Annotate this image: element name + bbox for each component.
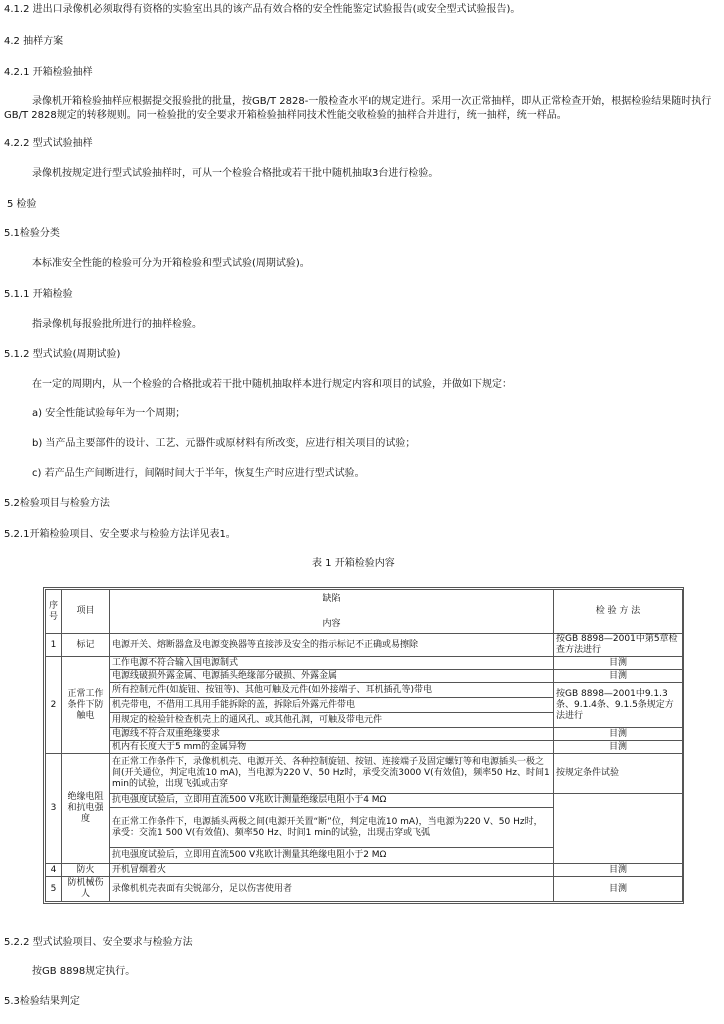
row3-method-1: 按规定条件试验	[554, 754, 683, 794]
row5-seq: 5	[46, 877, 62, 902]
heading-4-2-2: 4.2.2 型式试验抽样	[4, 138, 93, 149]
row2-defect-7: 机内有长度大于5 mm的金属异物	[110, 741, 554, 754]
heading-5-1: 5.1检验分类	[4, 228, 60, 239]
heading-4-2-1: 4.2.1 开箱检验抽样	[4, 67, 93, 78]
row2-seq: 2	[46, 657, 62, 754]
table-row	[46, 741, 683, 754]
list-item-b: b) 当产品主要部件的设计、工艺、元器件或原材料有所改变，应进行相关项目的试验；	[32, 438, 416, 449]
row2-defect-3: 所有控制元件(如旋钮、按钮等)、其他可触及元件(如外接端子、耳机插孔等)带电	[110, 683, 554, 698]
row2-item: 正常工作条件下防触电	[62, 657, 110, 754]
table-caption: 表 1 开箱检验内容	[312, 558, 395, 569]
header-item: 项目	[62, 590, 110, 634]
table-row	[46, 794, 683, 808]
row2-defect-6: 电源线不符合双重绝缘要求	[110, 728, 554, 741]
row5-item: 防机械伤人	[62, 877, 110, 902]
clause-4-1-2: 4.1.2 进出口录像机必须取得有资格的实验室出具的该产品有效合格的安全性能鉴定试验报告(或安全型式试验报告)。	[4, 4, 521, 15]
row1-defect: 电源开关、熔断器盒及电源变换器等直接涉及安全的指示标记不正确或易擦除	[110, 634, 554, 657]
table-row	[46, 864, 683, 877]
paragraph-5-2-2: 按GB 8898规定执行。	[32, 966, 136, 977]
inspection-table	[45, 589, 682, 902]
header-seq: 序号	[46, 590, 62, 634]
heading-5-3: 5.3检验结果判定	[4, 996, 80, 1007]
row4-method: 目测	[554, 864, 683, 877]
header-method: 检 验 方 法	[554, 590, 683, 634]
heading-5: 5 检验	[7, 199, 37, 210]
paragraph-4-2-2: 录像机按规定进行型式试验抽样时，可从一个检验合格批或若干批中随机抽取3台进行检验。	[32, 168, 439, 179]
row2-defect-1: 工作电源不符合输入国电源制式	[110, 657, 554, 670]
paragraph-5-1: 本标准安全性能的检验可分为开箱检验和型式试验(周期试验)。	[32, 258, 310, 269]
row3-item: 绝缘电阻和抗电强度	[62, 754, 110, 864]
table-row	[46, 683, 683, 698]
table-row	[46, 728, 683, 741]
header-defect-top: 缺陷	[322, 593, 341, 604]
row4-defect: 开机冒烟着火	[110, 864, 554, 877]
list-item-a: a) 安全性能试验每年为一个周期；	[32, 408, 186, 419]
heading-4-2: 4.2 抽样方案	[4, 36, 64, 47]
row3-seq: 3	[46, 754, 62, 864]
heading-5-1-2: 5.1.2 型式试验(周期试验)	[4, 349, 121, 360]
table-row	[46, 657, 683, 670]
row3-defect-2: 抗电强度试验后，立即用直流500 V兆欧计测量绝缘层电阻小于4 MΩ	[110, 794, 554, 808]
table-row	[46, 877, 683, 902]
paragraph-5-1-1: 指录像机每报验批所进行的抽样检验。	[32, 319, 202, 330]
row3-defect-4: 抗电强度试验后，立即用直流500 V兆欧计测量其绝缘电阻小于2 MΩ	[110, 848, 554, 864]
row2-method-1: 目测	[554, 657, 683, 670]
header-defect-bottom: 内容	[322, 618, 341, 629]
list-item-c: c) 若产品生产间断进行，间隔时间大于半年，恢复生产时应进行型式试验。	[32, 468, 365, 479]
row1-item: 标记	[62, 634, 110, 657]
heading-5-2-1: 5.2.1开箱检验项目、安全要求与检验方法详见表1。	[4, 529, 236, 540]
row2-method-3: 按GB 8898—2001中9.1.3条、9.1.4条、9.1.5条规定方法进行	[554, 683, 683, 728]
row4-seq: 4	[46, 864, 62, 877]
row2-method-2: 目测	[554, 670, 683, 683]
row2-defect-5: 用规定的检验针检查机壳上的通风孔、或其他孔洞，可触及带电元件	[110, 713, 554, 728]
heading-5-2-2: 5.2.2 型式试验项目、安全要求与检验方法	[4, 937, 193, 948]
heading-5-2: 5.2检验项目与检验方法	[4, 498, 110, 509]
table-row	[46, 634, 683, 657]
header-defect	[110, 590, 554, 634]
paragraph-4-2-1: 录像机开箱检验抽样应根据提交报验批的批量，按GB/T 2828-一般检查水平Ⅰ的规定进行。采用一次正常抽样，即从正常检查开始，根据检验结果随时执行GB/T 2828规定的转移规则。同一检验批的安全要求开箱检验抽样同技术性能交收检验的抽样合并进行，统一抽样，统一样品。	[4, 96, 712, 121]
row3-defect-1: 在正常工作条件下，录像机机壳、电源开关、各种控制旋钮、按钮、连接端子及固定螺钉等和电源插头一极之间(开关通位，判定电流10 mA)，当电源为220 V、50 Hz时，承受交流3000 V(有效值)，频率50 Hz、时间1 min的试验，出现飞弧或击穿	[110, 754, 554, 794]
table-row	[46, 670, 683, 683]
row2-defect-4: 机壳带电，不借用工具用手能拆除的盖，拆除后外露元件带电	[110, 698, 554, 713]
row1-seq: 1	[46, 634, 62, 657]
row1-method: 按GB 8898—2001中第5章检查方法进行	[554, 634, 683, 657]
row3-defect-3: 在正常工作条件下，电源插头两极之间(电源开关置“断”位，判定电流10 mA)，当电源为220 V、50 Hz时，承受：交流1 500 V(有效值)、频率50 Hz、时间1 min的试验，出现击穿或飞弧	[110, 808, 554, 848]
row2-method-6: 目测	[554, 728, 683, 741]
table-row	[46, 754, 683, 794]
row3-method-blank	[554, 794, 683, 864]
row2-method-7: 目测	[554, 741, 683, 754]
row5-defect: 录像机机壳表面有尖锐部分，足以伤害使用者	[110, 877, 554, 902]
row2-defect-2: 电源线破损外露金属、电源插头绝缘部分破损、外露金属	[110, 670, 554, 683]
row4-item: 防火	[62, 864, 110, 877]
heading-5-1-1: 5.1.1 开箱检验	[4, 289, 73, 300]
row5-method: 目测	[554, 877, 683, 902]
paragraph-5-1-2: 在一定的周期内，从一个检验的合格批或若干批中随机抽取样本进行规定内容和项目的试验，并做如下规定：	[32, 379, 512, 390]
